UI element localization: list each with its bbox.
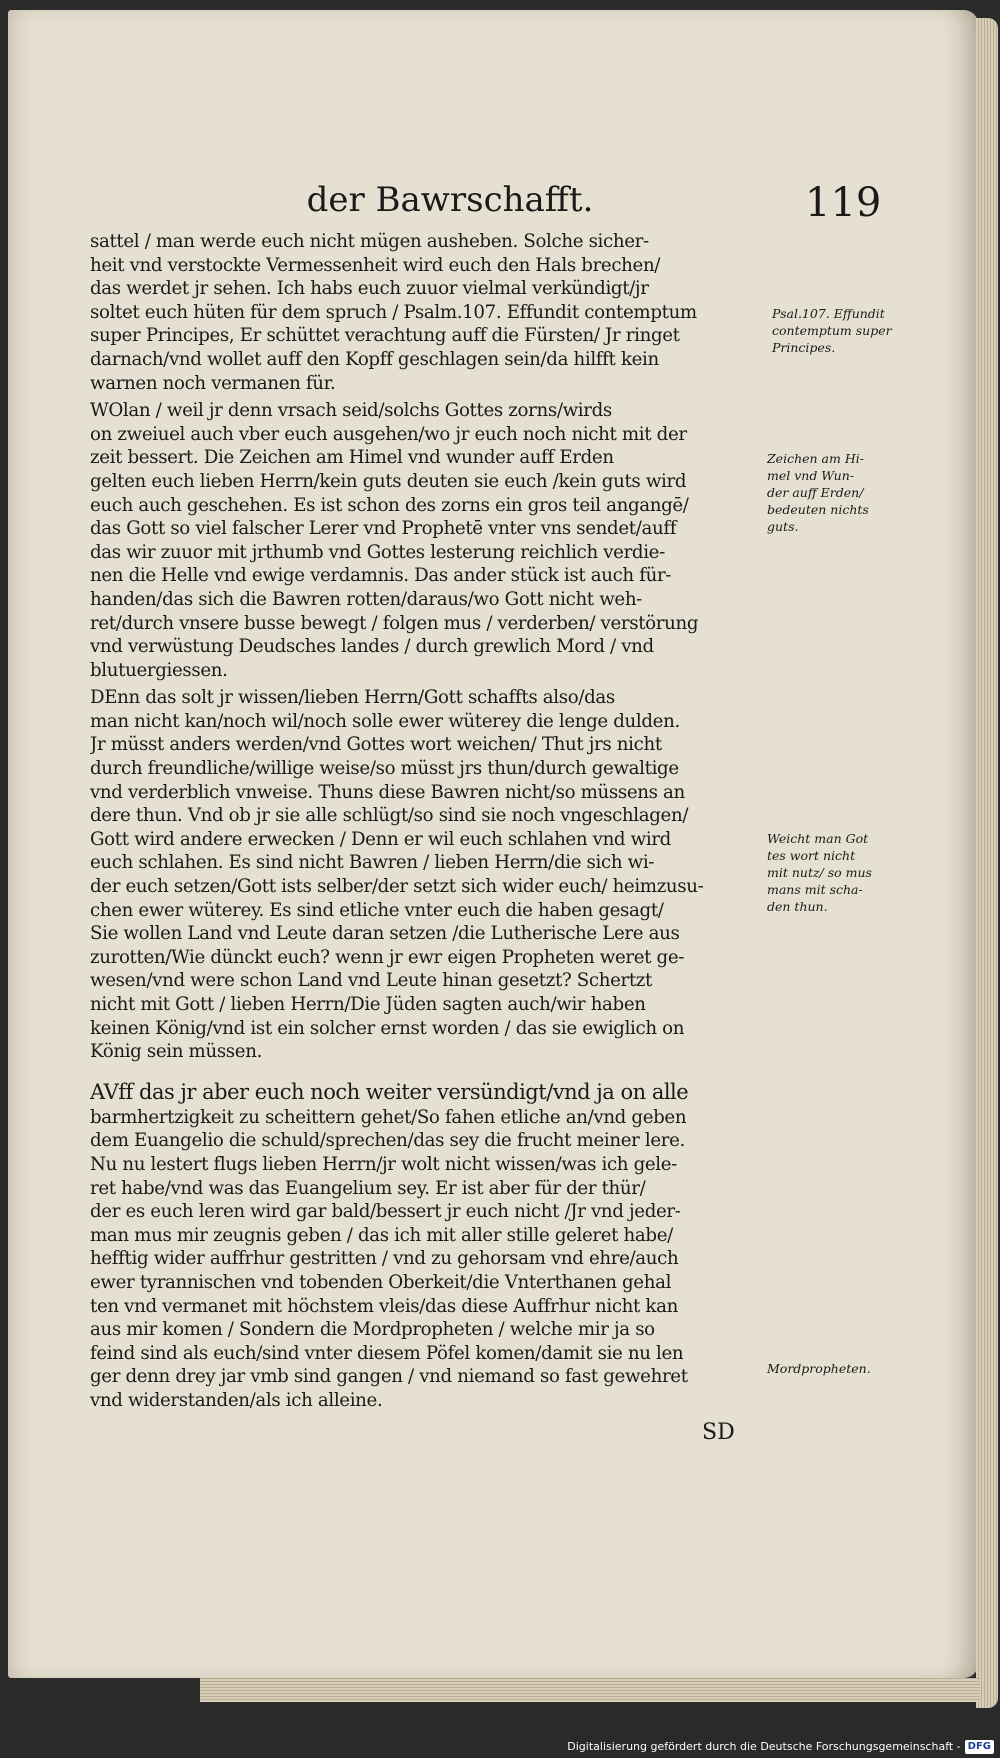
text-line: super Principes, Er schüttet verachtung auff die Fürsten/ Jr ringet (90, 325, 680, 347)
text-line: gelten euch lieben Herrn/kein guts deuten sie euch /kein guts wird (90, 470, 687, 492)
text-line: darnach/vnd wollet auff den Kopff geschlagen sein/da hilfft kein (90, 348, 659, 370)
marginal-line: den thun. (767, 899, 828, 914)
text-line: das Gott so viel falscher Lerer vnd Prophetē vnter vns sendet/auff (90, 518, 677, 540)
text-line: euch auch geschehen. Es ist schon des zorns ein gros teil angangē/ (90, 494, 689, 516)
text-line: ger denn drey jar vmb sind gangen / vnd niemand so fast gewehret (90, 1366, 688, 1388)
paragraph-group-1 (90, 230, 765, 1064)
page-bottom-edge (200, 1678, 980, 1702)
text-line: aus mir komen / Sondern die Mordpropheten / welche mir ja so (90, 1319, 655, 1341)
text-line: heit vnd verstockte Vermessenheit wird euch den Hals brechen/ (90, 254, 661, 276)
text-line: vnd verwüstung Deudsches landes / durch grewlich Mord / vnd (90, 636, 654, 658)
paragraph-gap (90, 1064, 765, 1078)
text-line: sattel / man werde euch nicht mügen ausheben. Solche sicher- (90, 231, 649, 252)
text-line: soltet euch hüten für dem spruch / Psalm.107. Effundit contemptum (90, 301, 697, 323)
marginal-line: guts. (767, 519, 799, 534)
marginal-line: contemptum super (772, 323, 892, 338)
paragraph-group-2 (90, 1078, 765, 1413)
text-line: hefftig wider auffrhur gestritten / vnd zu gehorsam vnd ehre/auch (90, 1248, 679, 1270)
page-edge (976, 18, 998, 1708)
text-line: Gott wird andere erwecken / Denn er wil euch schlahen vnd wird (90, 828, 671, 850)
text-line: chen ewer wüterey. Es sind etliche vnter euch die haben gesagt/ (90, 899, 664, 921)
text-line: König sein müssen. (90, 1041, 262, 1063)
digitization-footer (567, 1738, 994, 1756)
catchword: SD (702, 1420, 735, 1445)
text-line: ret/durch vnsere busse bewegt / folgen mus / verderben/ verstörung (90, 612, 699, 634)
marginal-line: mel vnd Wun- (767, 468, 854, 483)
marginal-note-word (767, 830, 872, 915)
body-text (90, 230, 765, 1413)
text-line: euch schlahen. Es sind nicht Bawren / lieben Herrn/die sich wi- (90, 852, 655, 874)
text-line: feind sind als euch/sind vnter diesem Pöfel komen/damit sie nu len (90, 1342, 684, 1364)
footer-text: Digitalisierung gefördert durch die Deutsche Forschungsgemeinschaft - (567, 1740, 961, 1753)
text-line: on zweiuel auch vber euch ausgehen/wo jr euch noch nicht mit der (90, 423, 687, 445)
marginal-line: mans mit scha- (767, 882, 863, 897)
text-line: dere thun. Vnd ob jr sie alle schlügt/so sind sie noch vngeschlagen/ (90, 805, 689, 827)
text-line: zurotten/Wie dünckt euch? wenn jr ewr eigen Propheten weret ge- (90, 946, 685, 968)
text-line: zeit bessert. Die Zeichen am Himel vnd wunder auff Erden (90, 447, 614, 469)
text-line: keinen König/vnd ist ein solcher ernst worden / das sie ewiglich on (90, 1017, 685, 1039)
dfg-logo: DFG (965, 1740, 994, 1754)
marginal-line: der auff Erden/ (767, 485, 864, 500)
text-line: man mus mir zeugnis geben / das ich mit aller stille geleret habe/ (90, 1224, 673, 1246)
text-line: handen/das sich die Bawren rotten/daraus/wo Gott nicht weh- (90, 588, 642, 610)
text-line: nen die Helle vnd ewige verdamnis. Das ander stück ist auch für- (90, 565, 672, 587)
text-line: der es euch leren wird gar bald/bessert jr euch nicht /Jr vnd jeder- (90, 1201, 681, 1223)
running-head: der Bawrschafft. (306, 180, 594, 220)
marginal-line: tes wort nicht (767, 848, 856, 863)
text-line: dem Euangelio die schuld/sprechen/das sey die frucht meiner lere. (90, 1130, 685, 1152)
marginal-note-psalm (772, 305, 892, 356)
page-number: 119 (805, 180, 882, 226)
text-line: AVff das jr aber euch noch weiter versündigt/vnd ja on alle (90, 1079, 689, 1104)
marginal-line: Mordpropheten. (767, 1361, 871, 1376)
text-line: ten vnd vermanet mit höchstem vleis/das diese Auffrhur nicht kan (90, 1295, 678, 1317)
marginal-note-signs (767, 450, 869, 535)
marginal-line: Principes. (772, 340, 836, 355)
text-line: Sie wollen Land vnd Leute daran setzen /die Lutherische Lere aus (90, 923, 680, 945)
text-line: Nu nu lestert flugs lieben Herrn/jr wolt nicht wissen/was ich gele- (90, 1153, 677, 1175)
marginal-line: mit nutz/ so mus (767, 865, 872, 880)
text-line: warnen noch vermanen für. (90, 372, 336, 394)
text-line: das wir zuuor mit jrthumb vnd Gottes lesterung reichlich verdie- (90, 541, 665, 563)
marginal-line: Weicht man Got (767, 831, 869, 846)
marginal-line: bedeuten nichts (767, 502, 869, 517)
text-line: Jr müsst anders werden/vnd Gottes wort weichen/ Thut jrs nicht (90, 734, 662, 756)
marginal-line: Psal.107. Effundit (772, 306, 885, 321)
text-line: vnd verderblich vnweise. Thuns diese Bawren nicht/so müssens an (90, 781, 685, 803)
text-line: durch freundliche/willige weise/so müsst jrs thun/durch gewaltige (90, 758, 679, 780)
marginal-note-prophets (767, 1360, 871, 1377)
text-line: barmhertzigkeit zu scheittern gehet/So fahen etliche an/vnd geben (90, 1106, 687, 1128)
text-line: blutuergiessen. (90, 659, 228, 681)
text-line: ret habe/vnd was das Euangelium sey. Er ist aber für der thür/ (90, 1177, 646, 1199)
text-line: man nicht kan/noch wil/noch solle ewer wüterey die lenge dulden. (90, 710, 680, 732)
text-line: wesen/vnd were schon Land vnd Leute hinan gesetzt? Schertzt (90, 970, 652, 992)
text-line: der euch setzen/Gott ists selber/der setzt sich wider euch/ heimzusu- (90, 876, 704, 898)
text-line: DEnn das solt jr wissen/lieben Herrn/Gott schaffts also/das (90, 687, 615, 709)
marginal-line: Zeichen am Hi- (767, 451, 864, 466)
text-line: ewer tyrannischen vnd tobenden Oberkeit/die Vnterthanen gehal (90, 1271, 672, 1293)
text-line: vnd widerstanden/als ich alleine. (90, 1389, 383, 1411)
text-line: WOlan / weil jr denn vrsach seid/solchs Gottes zorns/wirds (90, 400, 612, 422)
text-line: nicht mit Gott / lieben Herrn/Die Jüden sagten auch/wir haben (90, 994, 646, 1015)
text-line: das werdet jr sehen. Ich habs euch zuuor vielmal verkündigt/jr (90, 278, 649, 300)
